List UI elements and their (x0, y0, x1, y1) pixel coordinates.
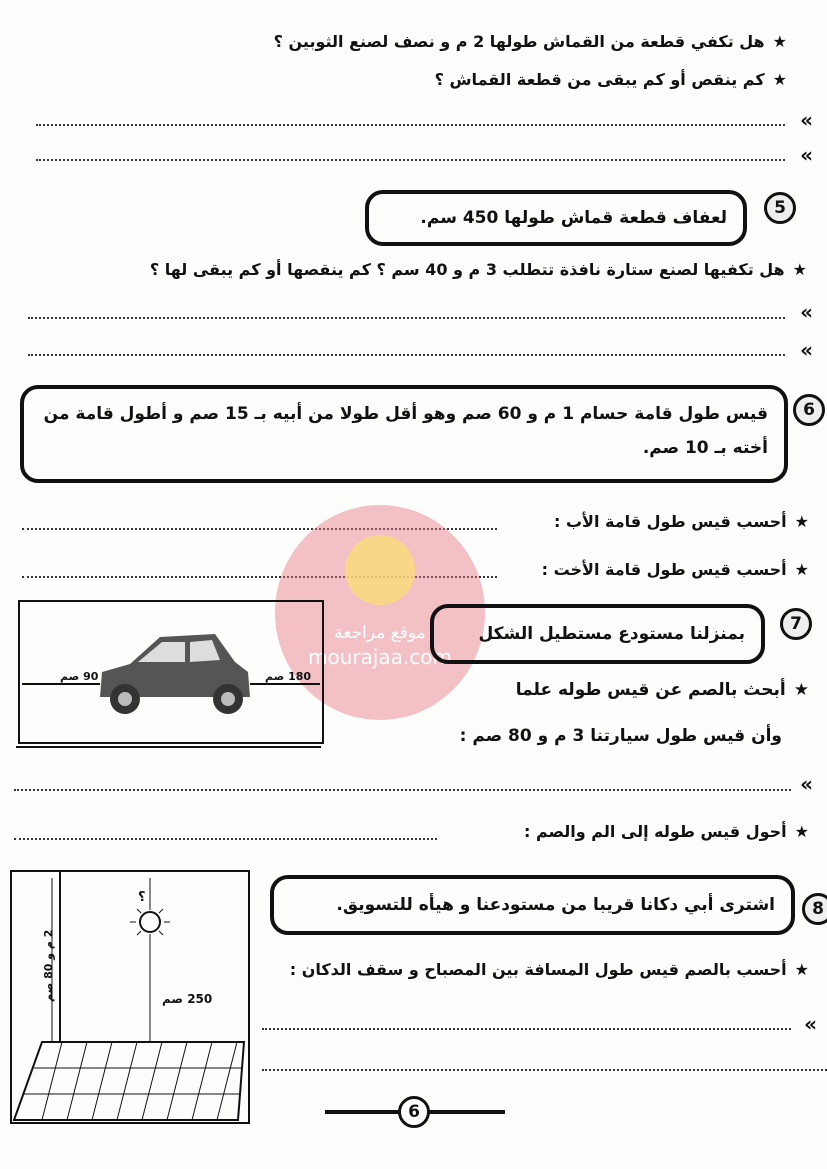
answer-line[interactable] (28, 354, 785, 356)
question-text: أبحث بالصم عن قيس طوله علما (515, 680, 786, 700)
right-gap-label: 180 صم (265, 670, 312, 683)
length-arrow (16, 746, 321, 748)
answer-line[interactable] (36, 124, 785, 126)
answer-arrow-icon: « (800, 772, 813, 796)
exercise-statement: لعفاف قطعة قماش طولها 450 سم. (365, 190, 747, 246)
answer-arrow-icon: « (800, 108, 813, 132)
page-number: 6 (398, 1096, 430, 1128)
exercise-number: 8 (802, 893, 827, 925)
answer-line[interactable] (14, 789, 791, 791)
left-gap-label: 90 صم (60, 670, 99, 683)
question: ★هل تكفي قطعة من القماش طولها 2 م و نصف لصنع الثوبين ؟ (273, 32, 787, 51)
watermark-text: موقع مراجعة (334, 623, 426, 643)
answer-line[interactable] (36, 159, 785, 161)
answer-line[interactable] (262, 1028, 791, 1030)
shop-diagram (10, 870, 250, 1124)
question-text: أحسب قيس طول قامة الأب : (553, 512, 787, 531)
answer-line[interactable] (14, 838, 437, 840)
question: ★كم ينقص أو كم يبقى من قطعة القماش ؟ (434, 70, 787, 89)
question-text: وأن قيس طول سيارتنا 3 م و 80 صم : (459, 726, 782, 746)
question-text: أحسب بالصم قيس طول المسافة بين المصباح و سقف الدكان : (289, 960, 787, 979)
question: ★هل تكفيها لصنع ستارة نافذة تتطلب 3 م و 40 سم ؟ كم ينقصها أو كم يبقى لها ؟ (149, 260, 807, 279)
exercise-statement: قيس طول قامة حسام 1 م و 60 صم وهو أقل طولا من أبيه بـ 15 صم و أطول قامة من أخته بـ 10 صم. (20, 385, 788, 483)
watermark-url: mourajaa.com (307, 645, 452, 669)
exercise-number: 7 (780, 608, 812, 640)
exercise-statement: بمنزلنا مستودع مستطيل الشكل (430, 604, 765, 664)
book-icon (345, 535, 415, 605)
answer-arrow-icon: « (800, 300, 813, 324)
question-text: هل تكفيها لصنع ستارة نافذة تتطلب 3 م و 40 سم ؟ كم ينقصها أو كم يبقى لها ؟ (149, 260, 785, 279)
question-text: أحسب قيس طول قامة الأخت : (541, 560, 787, 579)
question-text: هل تكفي قطعة من القماش طولها 2 م و نصف لصنع الثوبين ؟ (273, 32, 765, 51)
answer-arrow-icon: « (800, 338, 813, 362)
question: ★أحسب بالصم قيس طول المسافة بين المصباح و سقف الدكان : (289, 960, 809, 979)
exercise-statement: اشترى أبي دكانا قريبا من مستودعنا و هيأه للتسويق. (270, 875, 795, 935)
unknown-label: ؟ (138, 890, 146, 905)
lamp-height-label: 250 صم (162, 992, 213, 1006)
exercise-number: 5 (764, 192, 796, 224)
answer-arrow-icon: « (800, 143, 813, 167)
question: ★أحسب قيس طول قامة الأب : (553, 512, 809, 531)
question: ★أحسب قيس طول قامة الأخت : (541, 560, 809, 579)
exercise-number: 6 (793, 394, 825, 426)
question: ★أحول قيس طوله إلى الم والصم : (524, 822, 809, 841)
ceiling-height-label: 2 م و 80 صم (42, 929, 55, 1002)
answer-line[interactable] (262, 1069, 827, 1071)
garage-diagram (18, 600, 324, 744)
answer-arrow-icon: « (804, 1012, 817, 1036)
question-text: أحول قيس طوله إلى الم والصم : (524, 822, 787, 841)
answer-line[interactable] (28, 317, 785, 319)
question: ★أبحث بالصم عن قيس طوله علما (515, 680, 809, 700)
question-text: كم ينقص أو كم يبقى من قطعة القماش ؟ (434, 70, 765, 89)
